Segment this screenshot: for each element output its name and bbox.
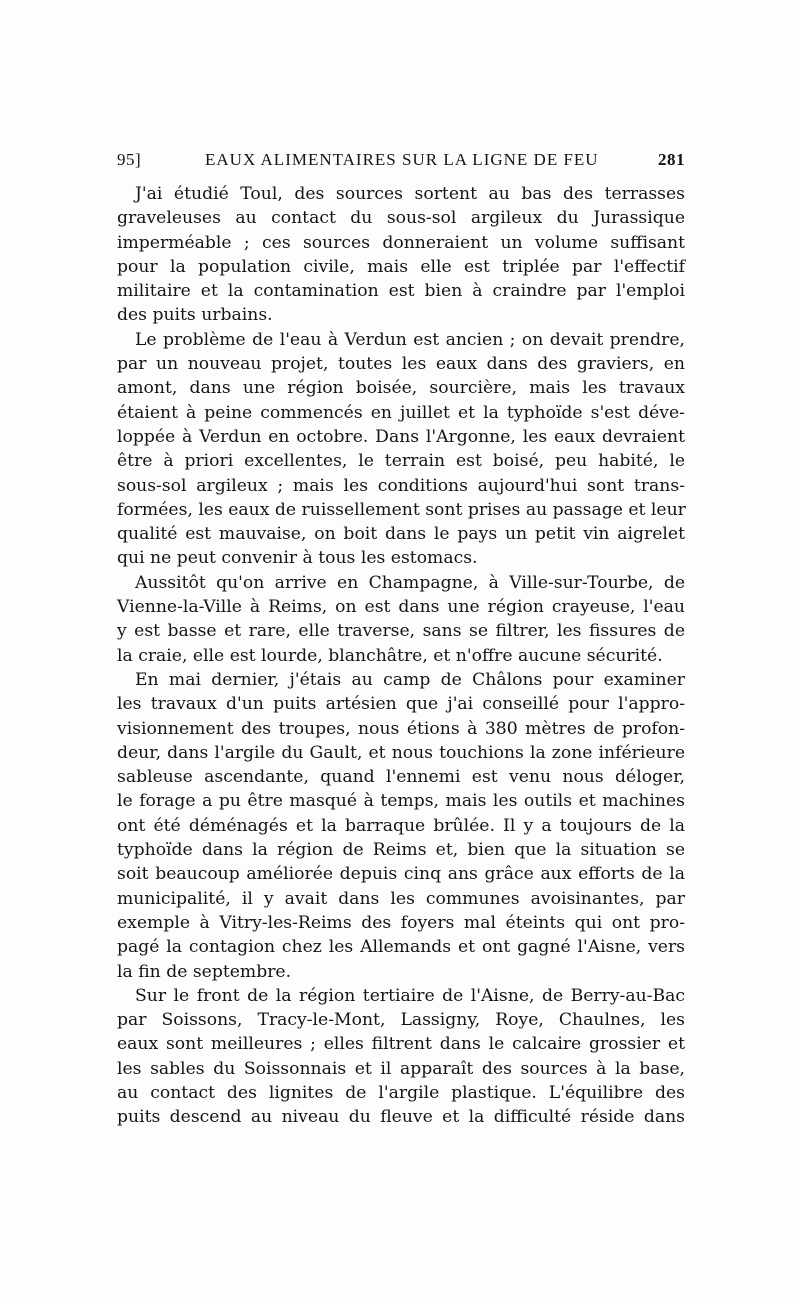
text-line: sableuse ascendante, quand l'ennemi est venu nous déloger, [117, 767, 685, 788]
text-line: qui ne peut convenir à tous les estomacs. [117, 548, 478, 569]
text-line: Aussitôt qu'on arrive en Champagne, à Ville-sur-Tourbe, de [135, 572, 685, 593]
text-line: amont, dans une région boisée, sourcière, mais les travaux [117, 378, 685, 399]
text-line: au contact des lignites de l'argile plastique. L'équilibre des [117, 1082, 685, 1103]
text-line: militaire et la contamination est bien à craindre par l'emploi [117, 281, 685, 302]
text-line: pagé la contagion chez les Allemands et ont gagné l'Aisne, vers [117, 937, 685, 958]
text-line: puits descend au niveau du fleuve et la difficulté réside dans [117, 1107, 685, 1128]
text-line: Le problème de l'eau à Verdun est ancien ; on devait prendre, [135, 329, 685, 350]
text-line: deur, dans l'argile du Gault, et nous touchions la zone inférieure [117, 742, 685, 763]
text-line: ont été déménagés et la barraque brûlée. Il y a toujours de la [117, 815, 685, 836]
text-line: par un nouveau projet, toutes les eaux dans des graviers, en [117, 354, 685, 375]
text-line: sous-sol argileux ; mais les conditions aujourd'hui sont trans- [117, 475, 685, 496]
text-line: Sur le front de la région tertiaire de l'Aisne, de Berry-au-Bac [135, 985, 685, 1006]
text-line: Vienne-la-Ville à Reims, on est dans une région crayeuse, l'eau [117, 597, 685, 618]
text-line: qualité est mauvaise, on boit dans le pays un petit vin aigrelet [117, 524, 685, 545]
text-line: la fin de septembre. [117, 961, 292, 982]
text-line: les sables du Soissonnais et il apparaît des sources à la base, [117, 1058, 685, 1079]
page-number: 281 [658, 150, 685, 169]
text-line: soit beaucoup améliorée depuis cinq ans grâce aux efforts de la [117, 864, 685, 885]
text-line: pour la population civile, mais elle est triplée par l'effectif [117, 256, 685, 277]
text-line: visionnement des troupes, nous étions à 380 mètres de profon- [117, 718, 685, 739]
text-line: municipalité, il y avait dans les communes avoisinantes, par [117, 888, 685, 909]
text-line: loppée à Verdun en octobre. Dans l'Argonne, les eaux devraient [117, 426, 685, 447]
text-line: J'ai étudié Toul, des sources sortent au bas des terrasses [135, 184, 685, 204]
text-line: eaux sont meilleures ; elles filtrent dans le calcaire grossier et [117, 1034, 685, 1055]
running-header [117, 150, 685, 176]
text-line: être à priori excellentes, le terrain est boisé, peu habité, le [117, 451, 685, 472]
text-line: des puits urbains. [117, 305, 273, 326]
text-line: formées, les eaux de ruissellement sont prises au passage et leur [117, 499, 686, 520]
text-line: exemple à Vitry-les-Reims des foyers mal éteints qui ont pro- [117, 912, 685, 933]
text-line: étaient à peine commencés en juillet et la typhoïde s'est déve- [117, 402, 685, 423]
text-line: le forage a pu être masqué à temps, mais les outils et machines [117, 791, 685, 812]
text-line: graveleuses au contact du sous-sol argileux du Jurassique [117, 208, 685, 229]
text-line: imperméable ; ces sources donneraient un volume suffisant [117, 232, 685, 253]
running-title: EAUX ALIMENTAIRES SUR LA LIGNE DE FEU [205, 150, 599, 169]
body-text [117, 182, 685, 1130]
text-line: En mai dernier, j'étais au camp de Châlons pour examiner [135, 669, 685, 690]
text-line: y est basse et rare, elle traverse, sans se filtrer, les fissures de [117, 621, 685, 642]
page-reference: 95] [117, 150, 142, 169]
text-line: typhoïde dans la région de Reims et, bien que la situation se [117, 840, 685, 861]
text-line: par Soissons, Tracy-le-Mont, Lassigny, Roye, Chaulnes, les [117, 1010, 685, 1031]
text-line: les travaux d'un puits artésien que j'ai conseillé pour l'appro- [117, 694, 685, 715]
text-line: la craie, elle est lourde, blanchâtre, et n'offre aucune sécurité. [117, 645, 663, 666]
